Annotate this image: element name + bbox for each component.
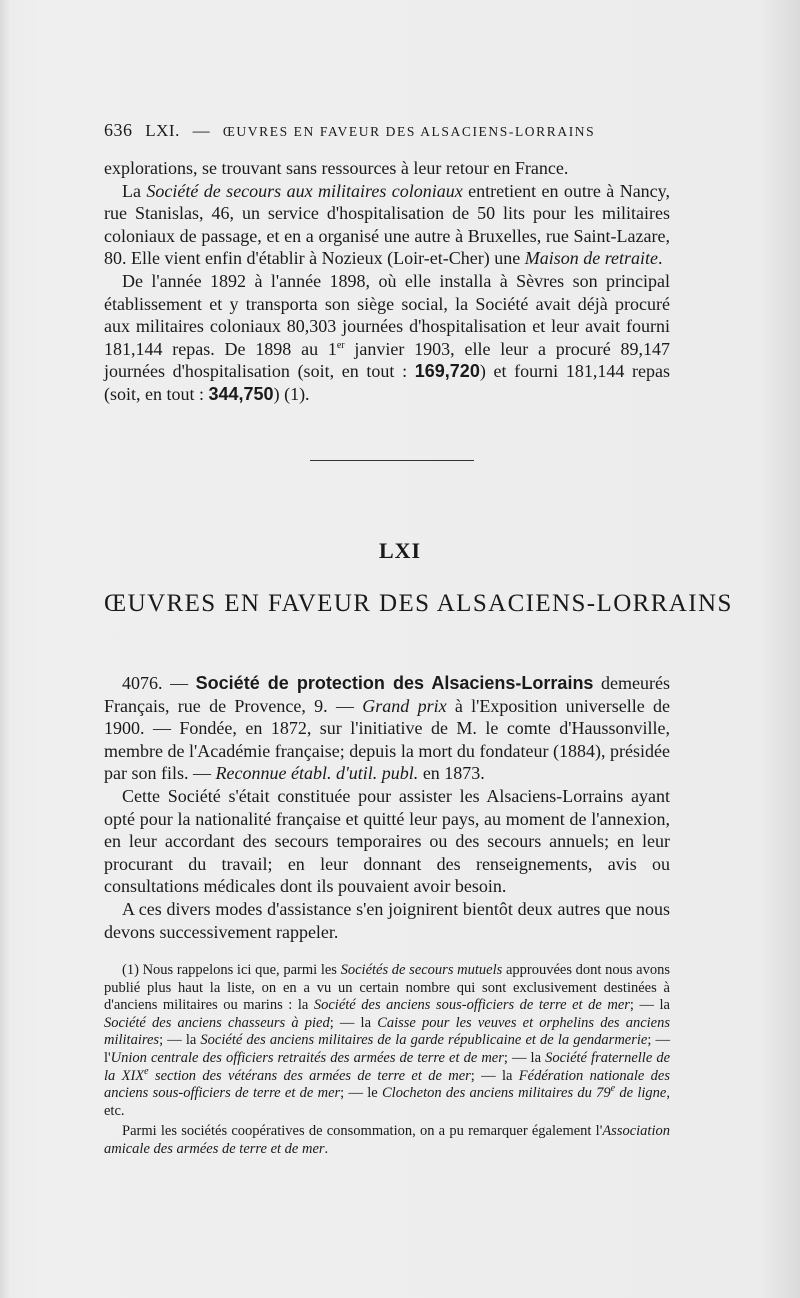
italic-run: Société fraternelle de la XIX — [104, 1049, 671, 1084]
running-head-dash: — — [192, 121, 211, 140]
entry-number: 4076. — — [122, 673, 196, 693]
total-days: 169,720 — [414, 361, 480, 382]
text-run: . — [658, 248, 663, 269]
text-run: en 1873. — [418, 763, 485, 784]
text-run: ) (1). — [273, 383, 310, 404]
text-run: ; — le — [340, 1085, 382, 1102]
italic-run: Société des anciens chasseurs à pied — [104, 1014, 330, 1031]
top-section — [104, 157, 670, 406]
text-run: ; — la — [470, 1067, 519, 1084]
text-run: De l'année 1892 à l'année 1898, où elle installa à Sèvres son principal établissement et y transporta son siège social, la Société avait déjà procuré aux militaires coloniaux 80,303 journées d'hospitalisation et leur avait fourni 181,144 repas. De 1898 au 1 — [104, 270, 670, 359]
paragraph — [104, 180, 670, 270]
paragraph — [104, 270, 670, 406]
text-run: approuvées dont nous avons publié plus haut la liste, on en a vu un certain nombre qui sont exclusivement destinées à d'anciens militaires ou marins : la — [104, 962, 670, 1014]
text-run: ; — la — [629, 997, 670, 1014]
text-run: à l'Exposition universelle de 1900. — Fondée, en 1872, sur l'initiative de M. le comte d'Haussonville, membre de l'Académie française; depuis la mort du fondateur (1884), présidée par son fils. — — [104, 695, 670, 784]
paragraph — [104, 157, 670, 180]
organization-name: Société de protection des Alsaciens-Lorrains — [195, 673, 594, 693]
chapter-title: ŒUVRES EN FAVEUR DES ALSACIENS-LORRAINS — [104, 590, 733, 617]
paragraph — [104, 785, 670, 898]
paragraph-text: explorations, se trouvant sans ressources à leur retour en France. — [104, 158, 569, 178]
running-head — [104, 120, 670, 141]
text-run: La — [122, 180, 147, 201]
running-head-chapter: LXI. — [145, 121, 180, 140]
text-run: (1) Nous rappelons ici que, parmi les — [122, 962, 341, 978]
text-run: ; — la — [329, 1014, 378, 1031]
text-run: janvier 1903, elle leur a procuré 89,147 journées d'hospitalisation (soit, en tout : — [104, 338, 670, 382]
text-run: . — [324, 1140, 329, 1157]
text-run: ; — la — [159, 1032, 201, 1049]
italic-run: Caisse pour les veuves et orphelins des anciens militaires — [104, 1014, 670, 1049]
text-run: ) et fourni 181,144 repas (soit, en tout : — [104, 361, 670, 404]
italic-run: Fédération nationale des anciens sous-officiers de terre et de mer — [104, 1067, 671, 1102]
italic-run: Société des anciens sous-officiers de terre et de mer — [313, 997, 630, 1014]
text-run: Parmi les sociétés coopératives de consommation, on a pu remarquer également l' — [122, 1123, 603, 1140]
text-run: demeurés Français, rue de Provence, 9. — — [104, 673, 671, 716]
main-section — [104, 672, 670, 943]
text-run: ; — l' — [104, 1032, 670, 1066]
italic-run: de ligne — [615, 1085, 667, 1102]
text-run: entretient en outre à Nancy, rue Stanislas, 46, un service d'hospitalisation de 50 lits pour les militaires coloniaux de passage, et en a organisé une autre à Bruxelles, rue Saint-Lazare, 80. Elle vient enfin d'établir à Nozieux (Loir-et-Cher) une — [104, 180, 671, 269]
section-separator — [310, 460, 474, 461]
footnote — [104, 962, 670, 1120]
italic-run: Clocheton des anciens militaires du 79 — [382, 1085, 611, 1102]
superscript: e — [610, 1083, 616, 1095]
recognition-status: Reconnue établ. d'util. publ. — [215, 763, 419, 784]
chapter-number: LXI — [378, 538, 422, 563]
italic-run: Société des anciens militaires de la garde républicaine et de la gendarmerie — [200, 1032, 648, 1049]
italic-run: section des vétérans des armées de terre et de mer — [148, 1067, 471, 1084]
running-head-title: ŒUVRES EN FAVEUR DES ALSACIENS-LORRAINS — [222, 124, 596, 139]
italic-run: Association amicale des armées de terre et de mer — [104, 1123, 670, 1157]
footnotes — [104, 962, 670, 1162]
page-number: 636 — [104, 120, 133, 140]
award-name: Grand prix — [362, 695, 447, 716]
text-run: , etc. — [104, 1085, 670, 1119]
paragraph — [104, 672, 670, 785]
paragraph-text: Cette Société s'était constituée pour assister les Alsaciens-Lorrains ayant opté pour la nationalité française et quitté leur pays, au moment de l'annexion, en leur accordant des secours temporaires ou des secours annuels; en leur procurant du travail; en leur donnant des renseignements, avis ou consultations médicales dont ils pouvaient avoir besoin. — [104, 785, 670, 897]
text-run: ; — la — [503, 1049, 546, 1066]
paragraph-text: A ces divers modes d'assistance s'en joignirent bientôt deux autres que nous devons successivement rappeler. — [104, 898, 670, 942]
paragraph — [104, 898, 670, 943]
society-name: Société de secours aux militaires coloniaux — [146, 180, 463, 201]
italic-run: Sociétés de secours mutuels — [340, 962, 503, 978]
total-meals: 344,750 — [208, 383, 274, 404]
institution-name: Maison de retraite — [524, 248, 659, 269]
superscript: e — [144, 1065, 149, 1077]
italic-run: Union centrale des officiers retraités des armées de terre et de mer — [110, 1049, 504, 1066]
footnote — [104, 1123, 670, 1158]
superscript: er — [336, 339, 345, 351]
